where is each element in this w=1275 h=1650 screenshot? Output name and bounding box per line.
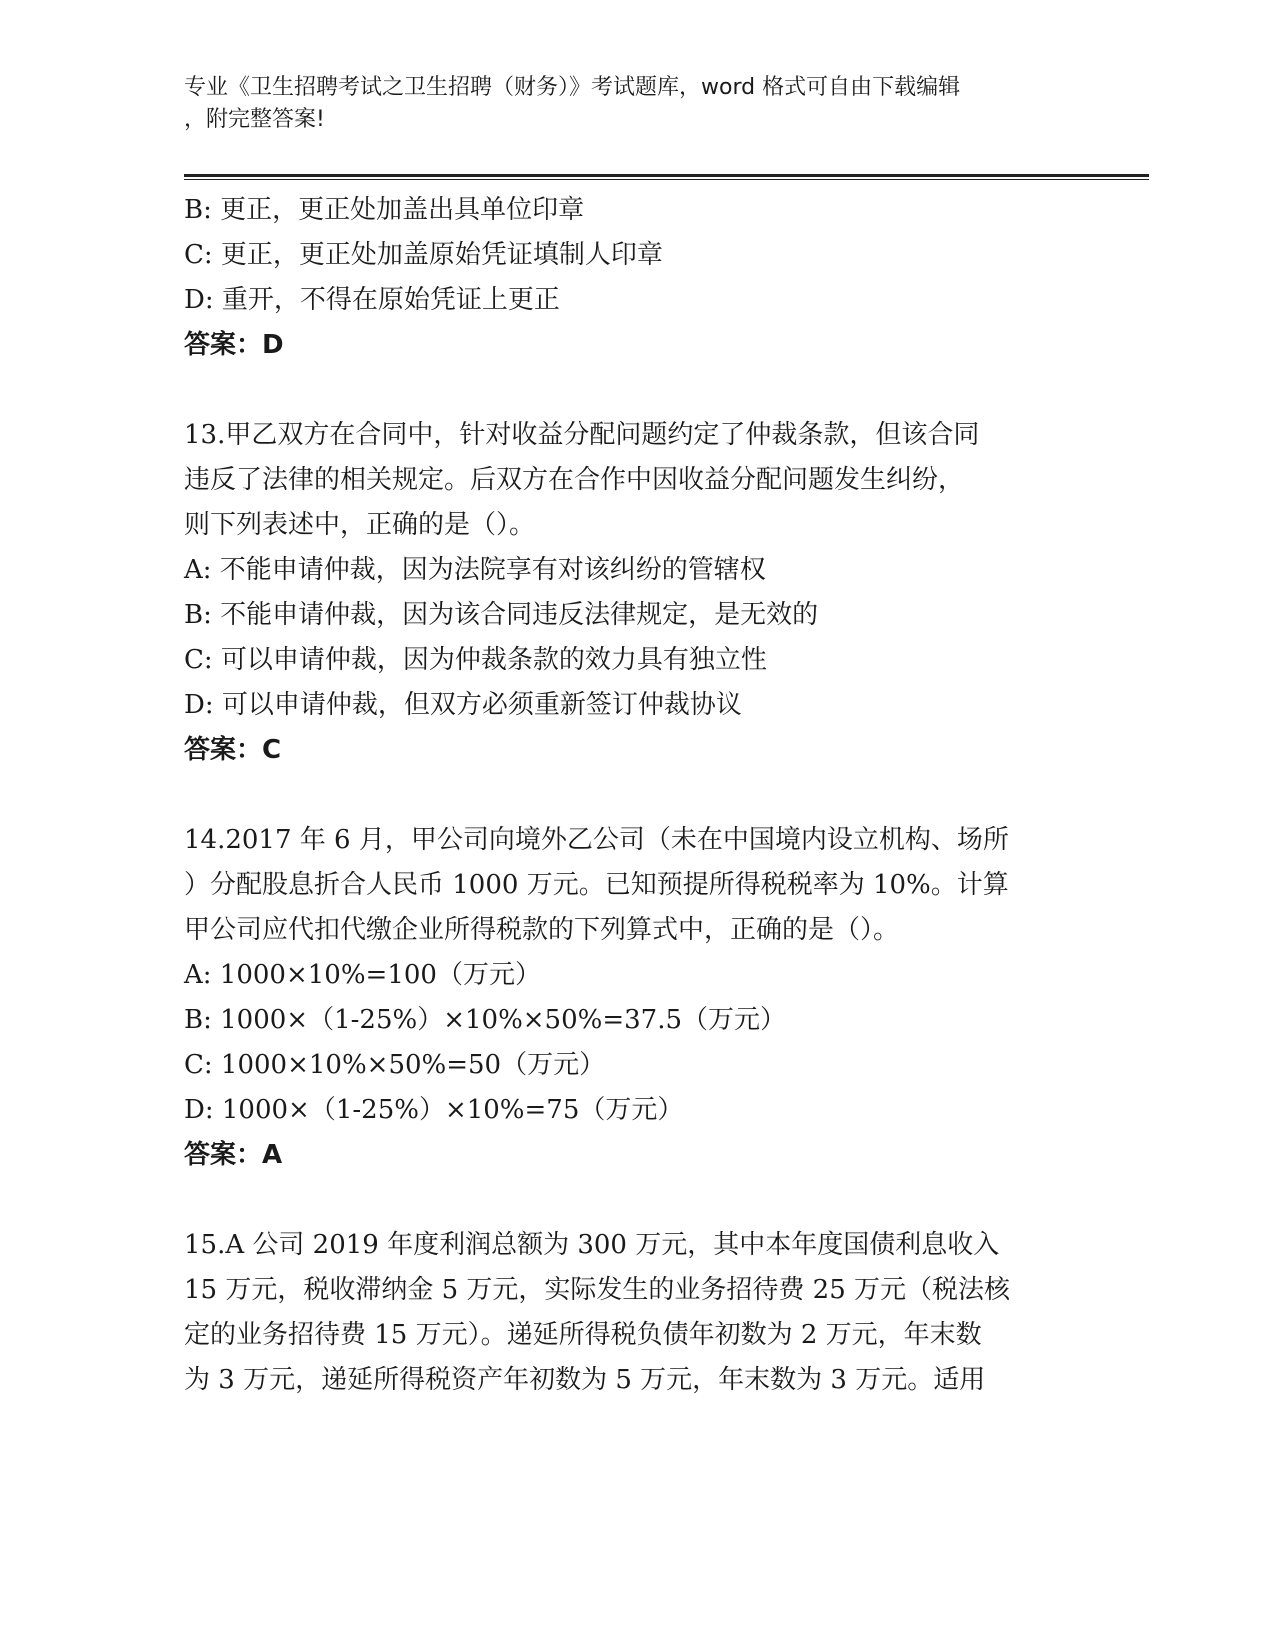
header-rule-thick: [184, 174, 1149, 177]
q14-option-c: C: 1000×10%×50%=50（万元）: [184, 1050, 606, 1080]
q13-option-d: D: 可以申请仲裁，但双方必须重新签订仲裁协议: [184, 690, 742, 720]
spacer: [184, 368, 1104, 413]
q14-option-d: D: 1000×（1-25%）×10%=75（万元）: [184, 1095, 684, 1125]
q13-stem-line-3: 则下列表述中，正确的是（）。: [184, 510, 536, 540]
q14-stem-line-3: 甲公司应代扣代缴企业所得税款的下列算式中，正确的是（）。: [184, 915, 900, 945]
q13-option-c: C: 可以申请仲裁，因为仲裁条款的效力具有独立性: [184, 645, 767, 675]
q13-option-b: B: 不能申请仲裁，因为该合同违反法律规定，是无效的: [184, 600, 819, 630]
q15-stem-line-4: 为 3 万元，递延所得税资产年初数为 5 万元，年末数为 3 万元。适用: [184, 1365, 986, 1395]
q14-answer: 答案：A: [184, 1140, 283, 1170]
q15-stem-line-2: 15 万元，税收滞纳金 5 万元，实际发生的业务招待费 25 万元（税法核: [184, 1275, 1011, 1305]
q14-option-a: A: 1000×10%=100（万元）: [184, 960, 541, 990]
spacer: [184, 1178, 1104, 1223]
header-rule-thin: [184, 179, 1149, 180]
header-line-2: ，附完整答案!: [184, 107, 325, 132]
q14-option-b: B: 1000×（1-25%）×10%×50%=37.5（万元）: [184, 1005, 787, 1035]
spacer: [184, 773, 1104, 818]
q12-option-c: C: 更正，更正处加盖原始凭证填制人印章: [184, 240, 663, 270]
q12-answer: 答案：D: [184, 330, 284, 360]
document-header: [184, 72, 1064, 136]
header-line-1: 专业《卫生招聘考试之卫生招聘（财务）》考试题库，word 格式可自由下载编辑: [184, 75, 961, 100]
question-14: [184, 818, 1104, 1178]
q14-stem-line-2: ）分配股息折合人民币 1000 万元。已知预提所得税税率为 10%。计算: [184, 870, 1009, 900]
q13-option-a: A: 不能申请仲裁，因为法院享有对该纠纷的管辖权: [184, 555, 766, 585]
question-12-tail: [184, 188, 1104, 368]
question-15: [184, 1223, 1104, 1403]
q12-option-d: D: 重开，不得在原始凭证上更正: [184, 285, 560, 315]
q12-option-b: B: 更正，更正处加盖出具单位印章: [184, 195, 585, 225]
q13-stem-line-1: 13.甲乙双方在合同中，针对收益分配问题约定了仲裁条款，但该合同: [184, 420, 980, 450]
question-13: [184, 413, 1104, 773]
q13-stem-line-2: 违反了法律的相关规定。后双方在合作中因收益分配问题发生纠纷，: [184, 465, 965, 495]
q15-stem-line-3: 定的业务招待费 15 万元）。递延所得税负债年初数为 2 万元，年末数: [184, 1320, 982, 1350]
question-content: [184, 188, 1104, 1403]
q14-stem-line-1: 14.2017 年 6 月，甲公司向境外乙公司（未在中国境内设立机构、场所: [184, 825, 1009, 855]
q13-answer: 答案：C: [184, 735, 282, 765]
q15-stem-line-1: 15.A 公司 2019 年度利润总额为 300 万元，其中本年度国债利息收入: [184, 1230, 1000, 1260]
